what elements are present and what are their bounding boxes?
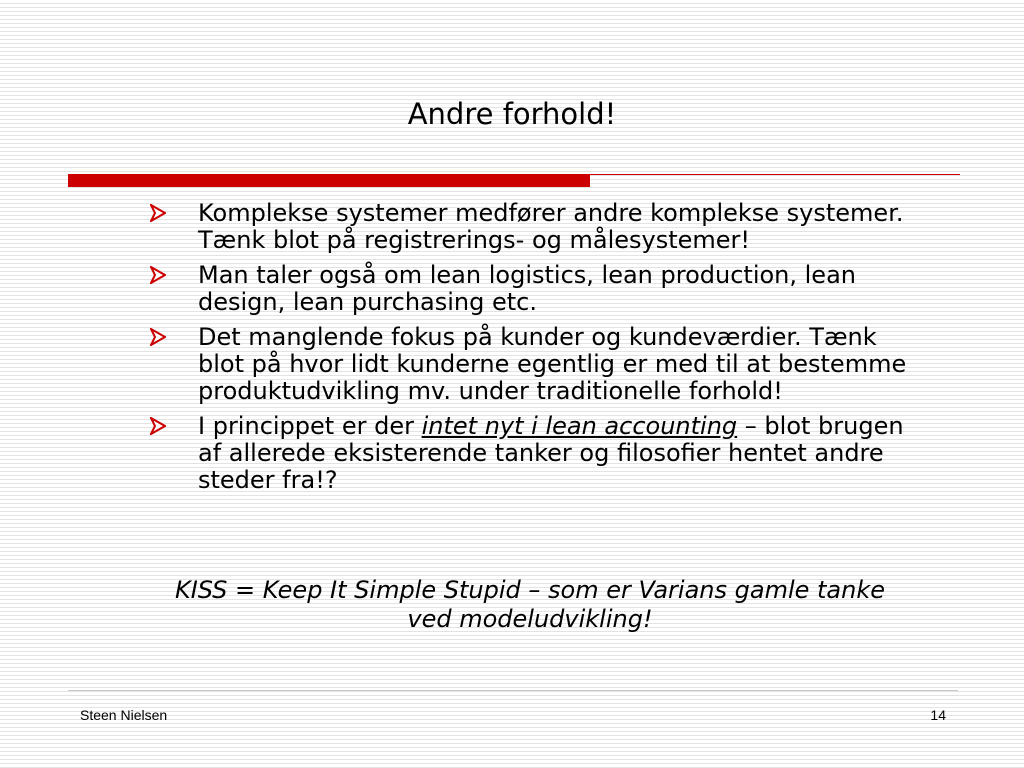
bullet-text-after: – blot brugen af allerede eksisterende tanker og filosofier hentet andre steder fra!? bbox=[198, 412, 904, 494]
closing-note: KISS = Keep It Simple Stupid – som er Varians gamle tanke ved modeludvikling! bbox=[174, 576, 886, 633]
page-number: 14 bbox=[930, 707, 946, 723]
footer-divider bbox=[68, 690, 958, 691]
arrow-bullet-icon bbox=[150, 266, 166, 284]
bullet-item bbox=[150, 324, 930, 405]
bullet-text: Komplekse systemer medfører andre komplekse systemer. Tænk blot på registrerings- og målesystemer! bbox=[198, 199, 904, 254]
bullet-emphasis: intet nyt i lean accounting bbox=[421, 412, 738, 440]
arrow-bullet-icon bbox=[150, 328, 166, 346]
bullet-item bbox=[150, 262, 930, 316]
title-accent-line bbox=[590, 174, 960, 175]
bullet-text: Man taler også om lean logistics, lean production, lean design, lean purchasing etc. bbox=[198, 261, 856, 316]
bullet-text-before: I princippet er der bbox=[198, 412, 414, 440]
arrow-bullet-icon bbox=[150, 204, 166, 222]
bullet-item bbox=[150, 200, 930, 254]
arrow-bullet-icon bbox=[150, 417, 166, 435]
title-accent-bar bbox=[68, 174, 590, 187]
bullet-item bbox=[150, 413, 930, 494]
bullet-text: Det manglende fokus på kunder og kundeværdier. Tænk blot på hvor lidt kunderne egentlig er med til at bestemme produktudvikling mv. under traditionelle forhold! bbox=[198, 323, 907, 405]
bullet-list bbox=[150, 200, 930, 502]
footer-author: Steen Nielsen bbox=[80, 707, 168, 723]
slide-title: Andre forhold! bbox=[407, 97, 617, 131]
